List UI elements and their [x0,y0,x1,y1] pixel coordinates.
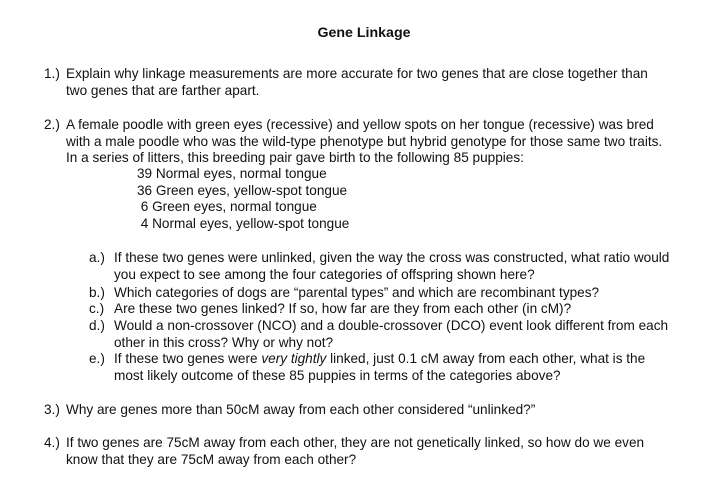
subquestion-c [89,301,707,318]
subquestion-line: Would a non-crossover (NCO) and a double-crossover (DCO) event look different from each [114,318,669,333]
subquestion-text [114,250,707,283]
question-number: 4.) [44,435,60,450]
puppy-count-item: 36 Green eyes, yellow-spot tongue [137,182,348,198]
question-number: 1.) [44,66,60,81]
question-3 [44,402,706,419]
subquestion-line: Are these two genes linked? If so, how far are they from each other (in cM)? [114,301,572,316]
question-text [66,66,706,99]
subquestion-line: other in this cross? Why or why not? [114,334,334,350]
question-line: A female poodle with green eyes (recessive) and yellow spots on her tongue (recessive) was bred [66,117,654,132]
text-run: If these two genes were [114,351,262,366]
emphasized-text: very tightly [261,351,327,366]
document-title: Gene Linkage [317,25,411,41]
question-text [66,402,706,419]
question-line: In a series of litters, this breeding pair gave birth to the following 85 puppies: [66,150,524,165]
subquestion-text [114,301,707,318]
subquestion-line: If these two genes were unlinked, given the way the cross was constructed, what ratio would [114,250,670,265]
question-line: two genes that are farther apart. [66,82,260,98]
subquestion-line: most likely outcome of these 85 puppies in terms of the categories above? [114,367,561,383]
puppy-count-item: 6 Green eyes, normal tongue [137,199,317,214]
subquestion-letter: d.) [89,318,105,333]
question-text [66,117,706,167]
question-2 [44,117,706,167]
subquestion-b [89,285,707,302]
subquestion-line [114,351,707,368]
question-line: Why are genes more than 50cM away from each other considered “unlinked?” [66,402,536,417]
question-line: If two genes are 75cM away from each other, they are not genetically linked, so how do we even [66,435,645,450]
question-line: Explain why linkage measurements are more accurate for two genes that are close together than [66,66,648,81]
question-text [66,435,706,468]
question-line: with a male poodle who was the wild-type phenotype but hybrid genotype for those same two traits. [66,133,663,149]
subquestion-line: you expect to see among the four categories of offspring shown here? [114,266,535,282]
subquestion-text [114,351,707,384]
subquestion-d [89,318,707,351]
subquestion-text [114,318,707,351]
subquestion-letter: e.) [89,351,105,366]
subquestion-letter: a.) [89,250,105,265]
question-line: know that they are 75cM away from each other? [66,451,357,467]
puppy-count-item: 39 Normal eyes, normal tongue [137,166,327,181]
question-number: 3.) [44,402,60,417]
subquestion-text [114,285,707,302]
subquestion-e [89,351,707,384]
question-1 [44,66,706,99]
subquestion-letter: b.) [89,285,105,300]
puppy-count-item: 4 Normal eyes, yellow-spot tongue [137,215,350,231]
question-4 [44,435,706,468]
subquestion-a [89,250,707,283]
subquestion-letter: c.) [89,301,105,316]
puppy-counts-list [137,166,349,232]
subquestion-line: Which categories of dogs are “parental types” and which are recombinant types? [114,285,600,300]
text-run: linked, just 0.1 cM away from each other, what is the [326,351,646,366]
question-number: 2.) [44,117,60,132]
